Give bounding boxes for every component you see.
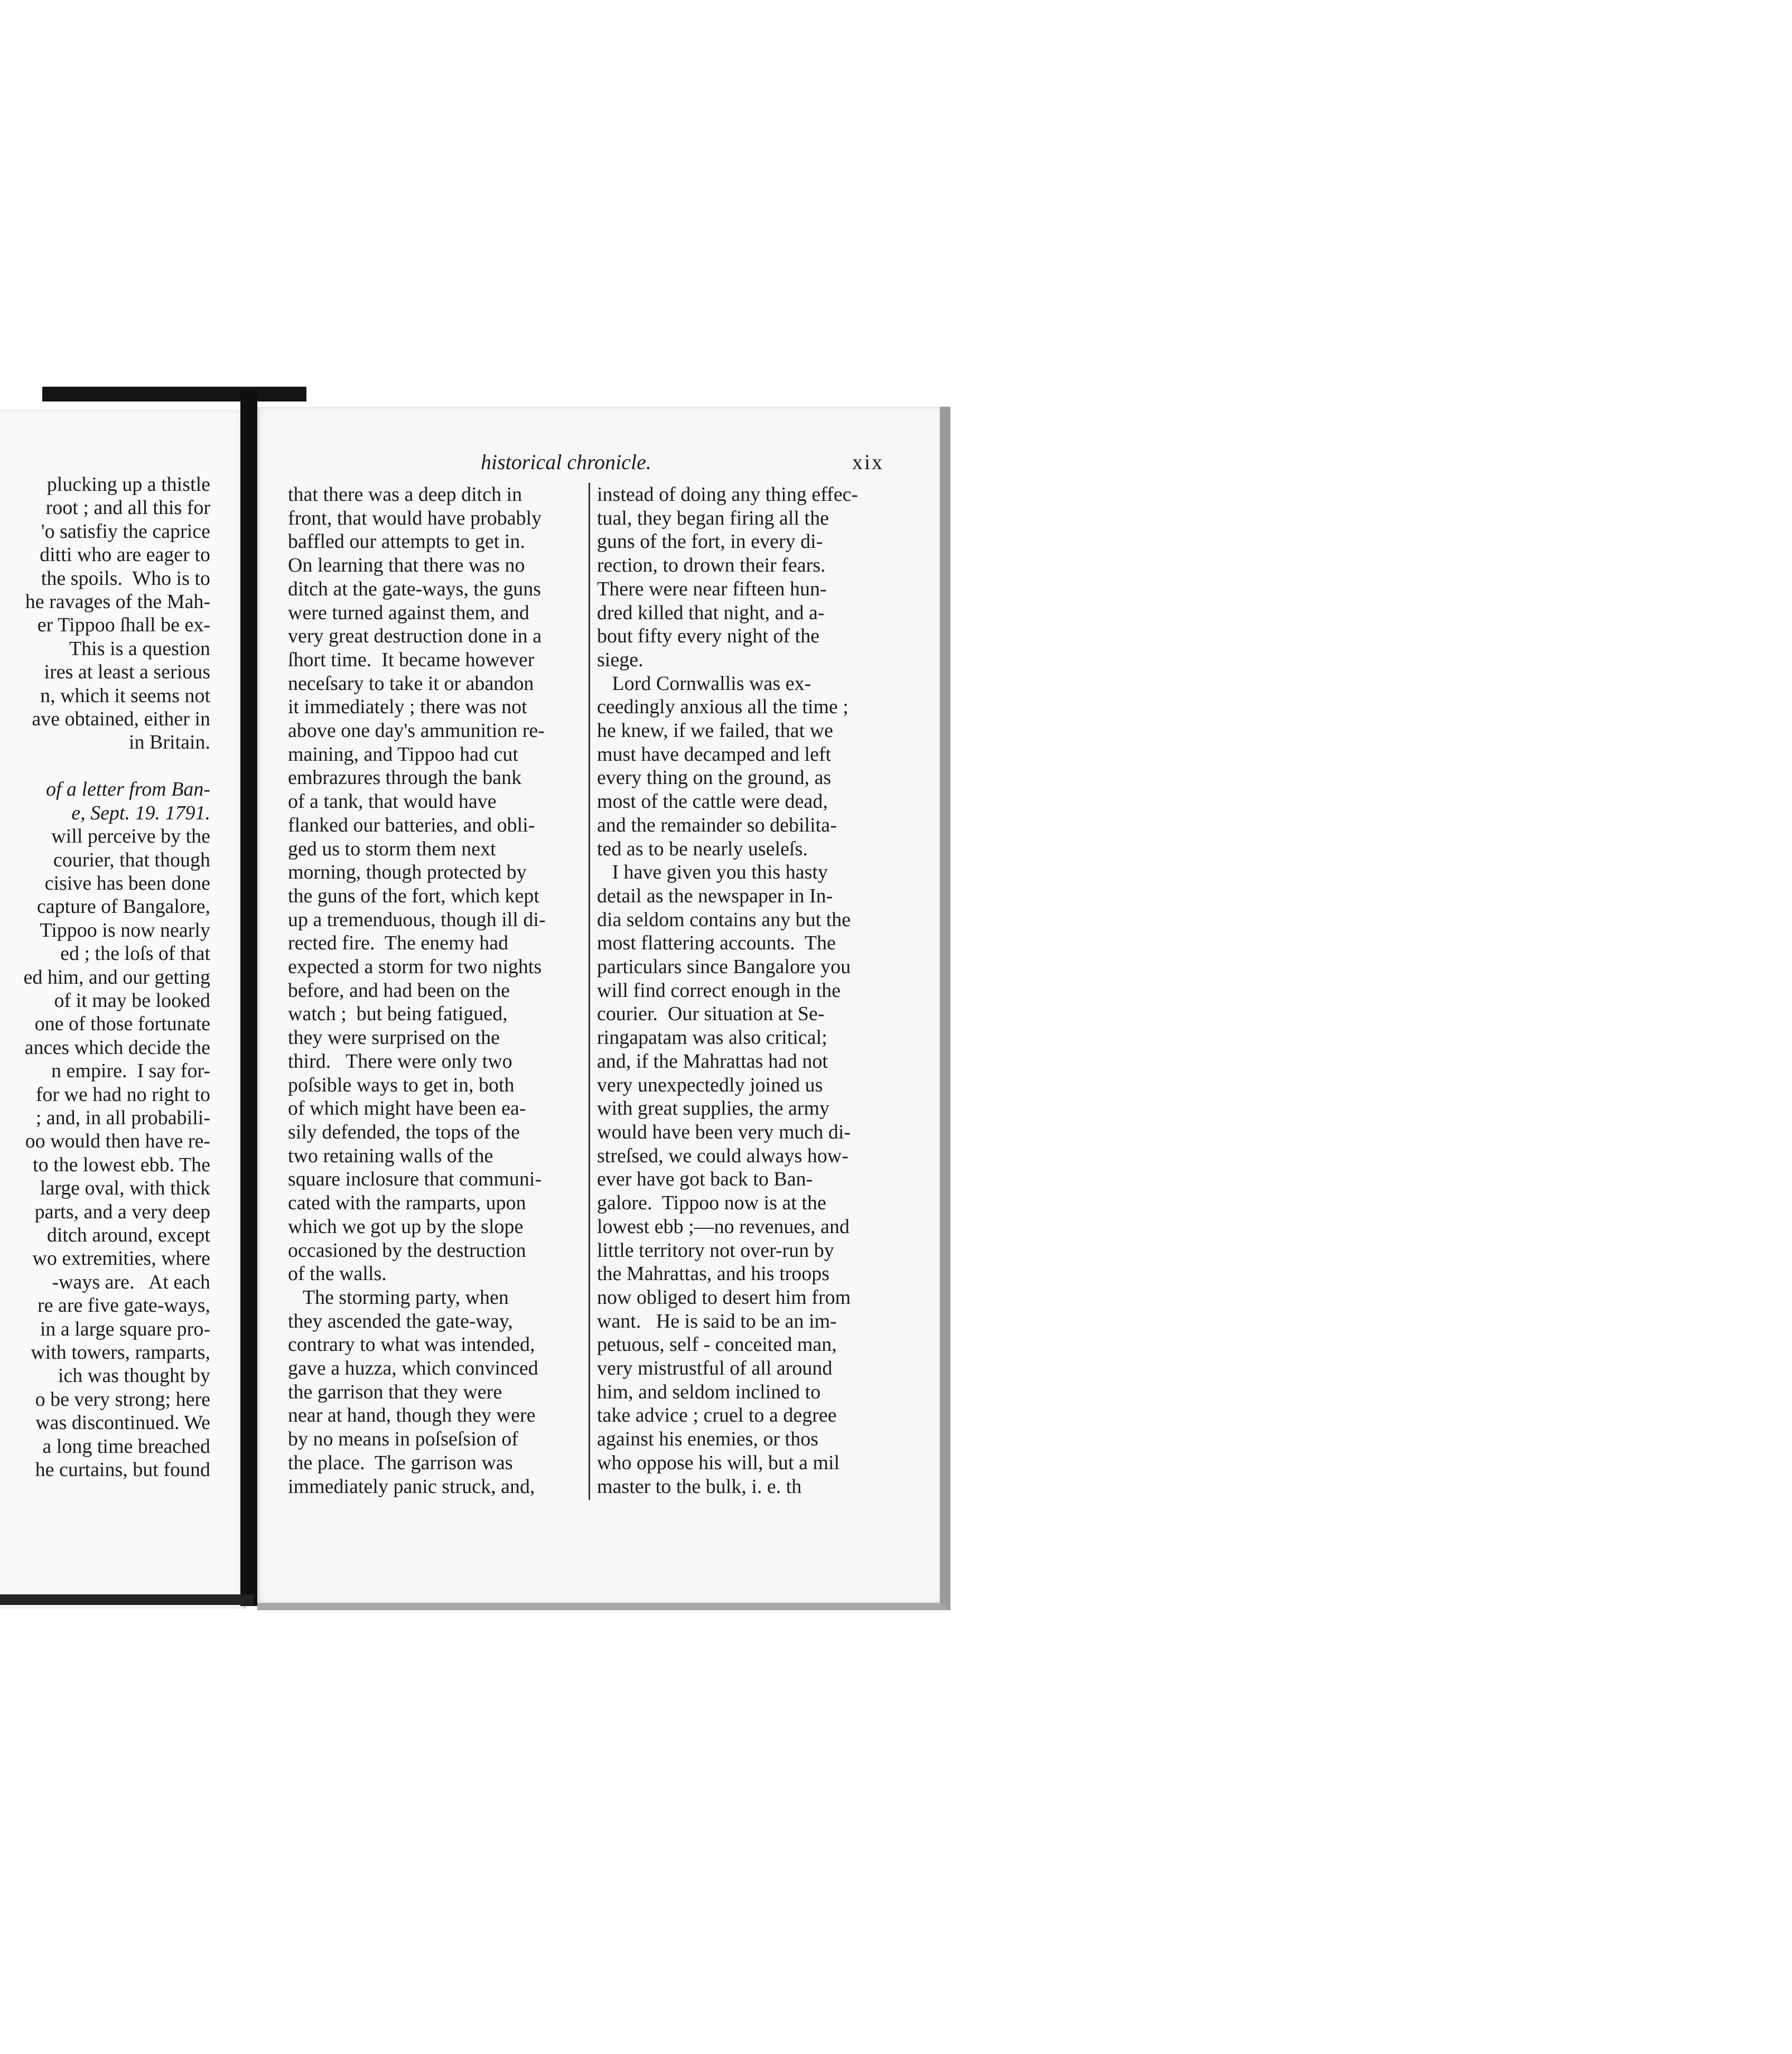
text-line: which we got up by the slope <box>288 1215 524 1238</box>
text-line: watch ; but being fatigued, <box>288 1003 508 1025</box>
text-line: detail as the newspaper in In- <box>597 884 833 907</box>
text-line <box>0 754 210 778</box>
text-line: immediately panic struck, and, <box>288 1475 535 1498</box>
text-line: before, and had been on the <box>288 979 510 1002</box>
text-line: bout fifty every night of the <box>597 625 820 648</box>
text-line: very great destruction done in a <box>288 625 542 648</box>
text-line: will find correct enough in the <box>597 979 841 1002</box>
text-line: On learning that there was no <box>288 554 525 577</box>
text-line: sily defended, the tops of the <box>288 1121 520 1143</box>
text-line: ave obtained, either in <box>32 708 210 731</box>
text-line: flanked our batteries, and obli- <box>288 814 535 836</box>
text-line: ſhort time. It became however <box>288 648 535 671</box>
page-number: xix <box>852 450 884 474</box>
text-line: him, and seldom inclined to <box>597 1380 821 1403</box>
text-line: front, that would have probably <box>288 507 542 529</box>
text-line: it immediately ; there was not <box>288 696 527 718</box>
text-line: dia seldom contains any but the <box>597 908 851 931</box>
text-line: particulars since Bangalore you <box>597 956 851 978</box>
text-line: petuous, self - conceited man, <box>597 1333 837 1356</box>
text-line: expected a storm for two nights <box>288 956 542 978</box>
text-line: against his enemies, or thos <box>597 1428 818 1451</box>
text-line: This is a question <box>69 637 210 660</box>
text-line: tual, they began firing all the <box>597 507 829 529</box>
text-line: in a large square pro- <box>40 1318 210 1340</box>
text-line: would have been very much di- <box>597 1121 851 1143</box>
text-line: large oval, with thick <box>40 1177 210 1200</box>
text-line: parts, and a very deep <box>34 1200 210 1223</box>
text-column-2 <box>597 483 895 1502</box>
text-line: courier, that though <box>53 848 210 871</box>
text-line: and, if the Mahrattas had not <box>597 1050 828 1072</box>
text-line: Lord Cornwallis was ex- <box>597 672 811 695</box>
text-line: o be very strong; here <box>35 1388 210 1411</box>
text-line: was discontinued. We <box>35 1412 210 1434</box>
text-line: they ascended the gate-way, <box>288 1310 513 1332</box>
text-line: very mistrustful of all around <box>597 1357 833 1380</box>
text-column-1 <box>288 483 584 1502</box>
text-line: one of those fortunate <box>34 1013 210 1035</box>
text-line: ditch around, except <box>46 1224 210 1246</box>
text-line: ever have got back to Ban- <box>597 1168 813 1191</box>
text-line: There were near fifteen hun- <box>597 577 827 600</box>
text-line: guns of the fort, in every di- <box>597 530 823 553</box>
text-line: n, which it seems not <box>40 684 210 707</box>
text-line: cated with the ramparts, upon <box>288 1192 526 1215</box>
text-line: now obliged to desert him from <box>597 1286 851 1309</box>
text-line: little territory not over-run by <box>597 1239 834 1262</box>
text-line: ed him, and our getting <box>23 966 210 988</box>
text-line: courier. Our situation at Se- <box>597 1003 825 1025</box>
text-line: ceedingly anxious all the time ; <box>597 696 848 718</box>
running-title: historical chronicle. <box>481 450 651 474</box>
text-line: they were surprised on the <box>288 1026 500 1049</box>
text-line: of a letter from Ban- <box>46 778 210 801</box>
text-line: third. There were only two <box>288 1050 512 1072</box>
text-line: dred killed that night, and a- <box>597 601 825 624</box>
text-line: take advice ; cruel to a degree <box>597 1404 837 1427</box>
text-line: very unexpectedly joined us <box>597 1073 823 1096</box>
text-line: that there was a deep ditch in <box>288 483 522 506</box>
text-line: for we had no right to <box>35 1083 210 1106</box>
text-line: The storming party, when <box>288 1286 509 1309</box>
text-line: with great supplies, the army <box>597 1097 830 1120</box>
text-line: instead of doing any thing effec- <box>597 483 858 506</box>
text-line: galore. Tippoo now is at the <box>597 1192 826 1215</box>
text-line: occasioned by the destruction <box>288 1239 526 1262</box>
text-line: he curtains, but found <box>35 1459 210 1481</box>
text-line: re are five gate-ways, <box>37 1294 210 1317</box>
text-line: ich was thought by <box>58 1365 210 1387</box>
text-line: 'o satisfiy the caprice <box>41 520 210 543</box>
text-line: every thing on the ground, as <box>597 767 832 789</box>
text-line: ted as to be nearly useleſs. <box>597 837 808 860</box>
text-line: of the walls. <box>288 1263 387 1285</box>
text-line: ditti who are eager to <box>40 544 210 566</box>
text-line: ances which decide the <box>24 1036 210 1059</box>
text-line: master to the bulk, i. e. th <box>597 1475 802 1498</box>
text-line: were turned against them, and <box>288 601 529 624</box>
text-line: morning, though protected by <box>288 861 527 884</box>
text-line: Tippoo is now nearly <box>40 919 210 941</box>
text-line: ; and, in all probabili- <box>35 1106 210 1129</box>
text-line: the place. The garrison was <box>288 1451 513 1474</box>
text-line: plucking up a thistle <box>46 473 210 496</box>
text-line: by no means in poſseſsion of <box>288 1428 518 1451</box>
text-line: of it may be looked <box>54 989 210 1012</box>
text-line: ged us to storm them next <box>288 837 496 860</box>
text-line: cisive has been done <box>44 872 210 894</box>
text-line: ires at least a serious <box>44 661 210 684</box>
text-line: of which might have been ea- <box>288 1097 526 1120</box>
text-line: gave a huzza, which convinced <box>288 1357 538 1380</box>
text-line: contrary to what was intended, <box>288 1333 535 1356</box>
text-line: I have given you this hasty <box>597 861 828 884</box>
text-line: neceſsary to take it or abandon <box>288 672 534 695</box>
text-line: will perceive by the <box>51 825 210 848</box>
text-line: above one day's ammunition re- <box>288 720 545 742</box>
binding-top-edge <box>42 387 306 402</box>
text-line: e, Sept. 19. 1791. <box>71 801 210 824</box>
text-line: with towers, ramparts, <box>31 1341 210 1364</box>
text-line: oo would then have re- <box>25 1130 210 1153</box>
text-line: square inclosure that communi- <box>288 1168 542 1191</box>
text-line: of a tank, that would have <box>288 790 497 813</box>
text-line: he ravages of the Mah- <box>25 591 210 613</box>
text-line: ditch at the gate-ways, the guns <box>288 577 542 600</box>
text-line: near at hand, though they were <box>288 1404 536 1427</box>
text-line: a long time breached <box>42 1435 210 1458</box>
text-line: -ways are. At each <box>52 1271 210 1293</box>
text-line: to the lowest ebb. The <box>33 1153 210 1176</box>
text-line: most flattering accounts. The <box>597 932 836 955</box>
text-line: siege. <box>597 648 643 671</box>
text-line: n empire. I say for- <box>51 1060 210 1082</box>
text-line: ringapatam was also critical; <box>597 1026 827 1049</box>
text-line: the Mahrattas, and his troops <box>597 1263 830 1285</box>
text-line: root ; and all this for <box>45 497 210 519</box>
text-line: capture of Bangalore, <box>36 895 210 918</box>
text-line: the guns of the fort, which kept <box>288 884 539 907</box>
text-line: two retaining walls of the <box>288 1144 493 1167</box>
text-line: the spoils. Who is to <box>41 567 210 590</box>
text-line: up a tremenduous, though ill di- <box>288 908 546 931</box>
text-line: who oppose his will, but a mil <box>597 1451 840 1474</box>
text-line: he knew, if we failed, that we <box>597 720 834 742</box>
text-line: baffled our attempts to get in. <box>288 530 525 553</box>
text-line: must have decamped and left <box>597 743 832 765</box>
left-page-text <box>0 473 210 1498</box>
book-spine <box>240 391 257 1606</box>
text-line: er Tippoo ſhall be ex- <box>37 614 210 637</box>
text-line: rected fire. The enemy had <box>288 932 509 955</box>
column-divider <box>589 483 590 1500</box>
text-line: streſsed, we could always how- <box>597 1144 848 1167</box>
text-line: wo extremities, where <box>32 1247 210 1270</box>
text-line: the garrison that they were <box>288 1380 502 1403</box>
text-line: rection, to drown their fears. <box>597 554 826 577</box>
binding-bottom-edge <box>0 1594 254 1605</box>
text-line: in Britain. <box>128 731 210 754</box>
text-line: lowest ebb ;—no revenues, and <box>597 1215 850 1238</box>
text-line: most of the cattle were dead, <box>597 790 828 813</box>
text-line: embrazures through the bank <box>288 767 522 789</box>
text-line: want. He is said to be an im- <box>597 1310 837 1332</box>
text-line: poſsible ways to get in, both <box>288 1073 515 1096</box>
text-line: maining, and Tippoo had cut <box>288 743 518 765</box>
text-line: ed ; the loſs of that <box>60 942 210 965</box>
text-line: and the remainder so debilita- <box>597 814 837 836</box>
